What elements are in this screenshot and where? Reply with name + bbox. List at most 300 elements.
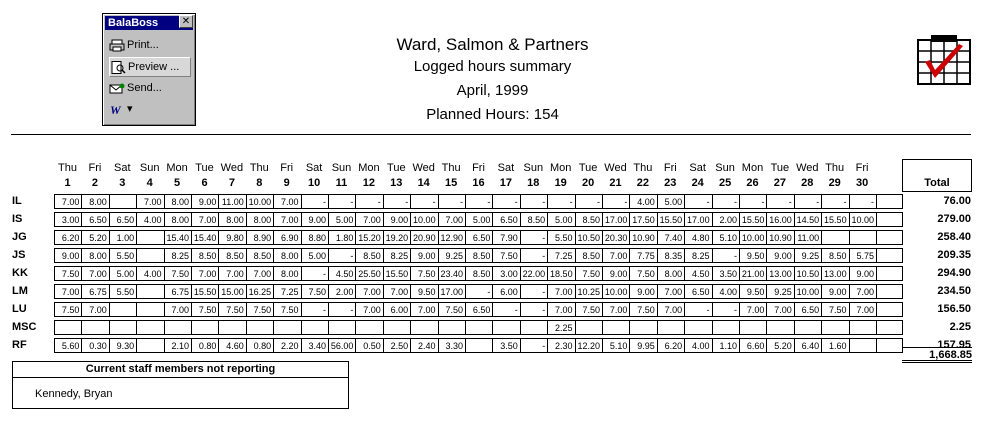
hours-cell: 7.00 bbox=[218, 266, 246, 281]
hours-cell: 7.00 bbox=[766, 302, 794, 317]
day-number-header: 20 bbox=[581, 177, 595, 189]
hours-cell: 9.00 bbox=[54, 248, 82, 263]
hours-cell: 6.75 bbox=[81, 284, 109, 299]
staff-row-label: LU bbox=[12, 303, 27, 315]
hours-cell: 15.50 bbox=[383, 266, 411, 281]
hours-cell: 7.50 bbox=[575, 302, 603, 317]
day-number-header: 23 bbox=[664, 177, 677, 189]
hours-cell: - bbox=[520, 248, 548, 263]
hours-cell: 5.20 bbox=[81, 230, 109, 245]
hours-cell: 7.00 bbox=[164, 302, 192, 317]
hours-cell: 9.25 bbox=[766, 284, 794, 299]
hours-cell bbox=[109, 320, 137, 335]
hours-cell: 6.40 bbox=[794, 338, 822, 353]
hours-cell: 4.80 bbox=[684, 230, 712, 245]
hours-cell: 2.30 bbox=[547, 338, 575, 353]
hours-cell: 7.50 bbox=[410, 266, 438, 281]
hours-cell: 10.90 bbox=[766, 230, 794, 245]
hours-cell: - bbox=[465, 194, 493, 209]
hours-cell: 5.10 bbox=[602, 338, 630, 353]
hours-cell: 5.10 bbox=[712, 230, 740, 245]
hours-cell: 5.00 bbox=[109, 266, 137, 281]
hours-cell: 19.20 bbox=[383, 230, 411, 245]
hours-cell: 7.00 bbox=[54, 194, 82, 209]
hours-cell: - bbox=[520, 230, 548, 245]
report-subtitle: Logged hours summary bbox=[413, 58, 572, 75]
day-number-header: 6 bbox=[201, 177, 208, 189]
hours-cell bbox=[355, 320, 383, 335]
hours-cell: 3.30 bbox=[438, 338, 466, 353]
day-name-header: Mon bbox=[166, 162, 188, 174]
hours-cell bbox=[465, 320, 493, 335]
hours-cell: 8.00 bbox=[164, 212, 192, 227]
preview-button[interactable] bbox=[109, 57, 191, 77]
hours-cell: - bbox=[328, 194, 356, 209]
day-number-header: 11 bbox=[335, 177, 348, 189]
hours-cell: 9.00 bbox=[383, 212, 411, 227]
hours-cell bbox=[136, 248, 164, 263]
svg-text:W: W bbox=[110, 102, 121, 116]
hours-cell: 10.00 bbox=[410, 212, 438, 227]
hours-cell bbox=[602, 320, 630, 335]
hours-cell: 7.50 bbox=[273, 302, 301, 317]
hours-cell: 8.35 bbox=[657, 248, 685, 263]
day-name-header: Mon bbox=[358, 162, 380, 174]
day-name-header: Tue bbox=[195, 162, 214, 174]
hours-cell: - bbox=[301, 194, 329, 209]
hours-cell: 15.50 bbox=[191, 284, 219, 299]
hours-cell: - bbox=[520, 284, 548, 299]
hours-cell: 17.50 bbox=[629, 212, 657, 227]
hours-cell bbox=[136, 320, 164, 335]
hours-cell: 15.50 bbox=[739, 212, 767, 227]
hours-cell: 2.25 bbox=[547, 320, 575, 335]
day-name-header: Thu bbox=[633, 162, 653, 174]
hours-cell: 10.00 bbox=[246, 194, 274, 209]
hours-cell: 8.00 bbox=[657, 266, 685, 281]
hours-cell: 7.50 bbox=[218, 302, 246, 317]
hours-cell: 2.10 bbox=[164, 338, 192, 353]
hours-cell: 17.00 bbox=[438, 284, 466, 299]
hours-cell: 1.80 bbox=[328, 230, 356, 245]
hours-cell: - bbox=[465, 284, 493, 299]
word-dropdown-label: ▾ bbox=[127, 103, 133, 116]
balaboss-toolbar[interactable] bbox=[102, 13, 196, 126]
hours-cell: 7.00 bbox=[657, 284, 685, 299]
hours-cell: - bbox=[821, 194, 849, 209]
hours-cell: 9.00 bbox=[410, 248, 438, 263]
close-icon[interactable]: ✕ bbox=[179, 15, 193, 28]
hours-cell: 6.50 bbox=[684, 284, 712, 299]
hours-cell: 0.50 bbox=[355, 338, 383, 353]
day-number-header: 19 bbox=[554, 177, 567, 189]
hours-cell: 5.00 bbox=[657, 194, 685, 209]
day-name-header: Wed bbox=[796, 162, 819, 174]
hours-cell: 15.50 bbox=[657, 212, 685, 227]
hours-cell: 23.40 bbox=[438, 266, 466, 281]
hours-cell: 17.00 bbox=[602, 212, 630, 227]
hours-cell: 6.50 bbox=[492, 212, 520, 227]
hours-cell: 7.00 bbox=[191, 266, 219, 281]
word-icon bbox=[109, 103, 125, 116]
hours-cell bbox=[383, 320, 411, 335]
day-number-header: 30 bbox=[855, 177, 869, 189]
hours-cell bbox=[136, 230, 164, 245]
planned-hours: Planned Hours: 154 bbox=[426, 106, 559, 123]
hours-cell bbox=[766, 320, 794, 335]
hours-cell: 12.20 bbox=[575, 338, 603, 353]
hours-cell: 3.50 bbox=[712, 266, 740, 281]
hours-cell: 8.00 bbox=[164, 194, 192, 209]
hours-cell: 7.50 bbox=[575, 266, 603, 281]
hours-cell: - bbox=[520, 338, 548, 353]
row-total: 258.40 bbox=[937, 231, 971, 243]
hours-cell: 6.50 bbox=[794, 302, 822, 317]
hours-cell: 4.60 bbox=[218, 338, 246, 353]
hours-cell: 11.00 bbox=[794, 230, 822, 245]
not-reporting-heading: Current staff members not reporting bbox=[13, 362, 348, 378]
hours-cell: 8.00 bbox=[218, 212, 246, 227]
day-number-header: 18 bbox=[527, 177, 540, 189]
day-number-header: 17 bbox=[499, 177, 513, 189]
hours-cell: 7.00 bbox=[602, 248, 630, 263]
hours-cell: 0.30 bbox=[81, 338, 109, 353]
hours-cell bbox=[876, 338, 903, 353]
day-number-header: 8 bbox=[256, 177, 263, 189]
row-total: 2.25 bbox=[949, 321, 971, 333]
day-name-header: Thu bbox=[249, 162, 269, 174]
hours-cell: 10.25 bbox=[575, 284, 603, 299]
day-name-header: Thu bbox=[441, 162, 461, 174]
print-button[interactable] bbox=[109, 36, 191, 54]
day-name-header: Thu bbox=[825, 162, 845, 174]
staff-row-label: RF bbox=[12, 339, 27, 351]
hours-cell: - bbox=[492, 194, 520, 209]
hours-cell: 4.50 bbox=[328, 266, 356, 281]
hours-cell bbox=[164, 320, 192, 335]
hours-cell: - bbox=[355, 194, 383, 209]
day-number-header: 3 bbox=[119, 177, 126, 189]
row-total: 234.50 bbox=[937, 285, 971, 297]
day-name-header: Wed bbox=[604, 162, 627, 174]
hours-cell: - bbox=[684, 302, 712, 317]
hours-cell: 7.50 bbox=[492, 248, 520, 263]
row-total: 294.90 bbox=[937, 267, 971, 279]
hours-cell bbox=[136, 302, 164, 317]
hours-cell bbox=[136, 284, 164, 299]
hours-cell bbox=[876, 284, 903, 299]
hours-cell: 7.00 bbox=[849, 302, 877, 317]
hours-cell: 3.40 bbox=[301, 338, 329, 353]
hours-cell: 7.00 bbox=[355, 302, 383, 317]
hours-cell: 1.60 bbox=[821, 338, 849, 353]
hours-cell bbox=[876, 320, 903, 335]
hours-cell: - bbox=[849, 194, 877, 209]
day-name-header: Sun bbox=[139, 162, 160, 174]
hours-cell: - bbox=[520, 302, 548, 317]
hours-cell bbox=[328, 320, 356, 335]
hours-cell: 18.50 bbox=[547, 266, 575, 281]
hours-cell: 8.50 bbox=[465, 266, 493, 281]
day-name-header: Mon bbox=[741, 162, 764, 174]
hours-cell: 8.00 bbox=[81, 194, 109, 209]
day-name-header: Sat bbox=[114, 162, 131, 174]
row-total: 76.00 bbox=[943, 195, 971, 207]
total-label: Total bbox=[924, 177, 950, 189]
hours-cell: 14.50 bbox=[794, 212, 822, 227]
hours-cell: 8.50 bbox=[821, 248, 849, 263]
hours-cell: 10.50 bbox=[794, 266, 822, 281]
hours-cell: 7.00 bbox=[355, 212, 383, 227]
hours-cell: 25.50 bbox=[355, 266, 383, 281]
hours-cell: 5.00 bbox=[547, 212, 575, 227]
hours-cell: 11.00 bbox=[218, 194, 246, 209]
hours-cell: 3.00 bbox=[492, 266, 520, 281]
staff-row-label: JS bbox=[12, 249, 26, 261]
hours-cell: - bbox=[520, 194, 548, 209]
day-number-header: 21 bbox=[609, 177, 622, 189]
hours-cell: 8.50 bbox=[218, 248, 246, 263]
hours-cell: 4.00 bbox=[136, 212, 164, 227]
word-export-button[interactable] bbox=[109, 100, 191, 118]
hours-cell: 9.00 bbox=[849, 266, 877, 281]
hours-cell bbox=[794, 320, 822, 335]
header-divider bbox=[11, 134, 971, 135]
hours-cell: 5.50 bbox=[547, 230, 575, 245]
hours-cell: 8.50 bbox=[465, 248, 493, 263]
hours-cell: - bbox=[575, 194, 603, 209]
hours-cell: - bbox=[383, 194, 411, 209]
hours-cell bbox=[876, 266, 903, 281]
hours-cell: 16.25 bbox=[246, 284, 274, 299]
toolbar-title: BalaBoss bbox=[108, 17, 159, 29]
day-number-header: 27 bbox=[773, 177, 787, 189]
hours-cell: 15.20 bbox=[355, 230, 383, 245]
day-name-header: Sun bbox=[523, 162, 544, 174]
hours-cell: 9.25 bbox=[438, 248, 466, 263]
hours-cell: 7.50 bbox=[629, 302, 657, 317]
hours-cell: - bbox=[547, 194, 575, 209]
day-number-header: 12 bbox=[362, 177, 376, 189]
hours-cell: 16.00 bbox=[766, 212, 794, 227]
hours-cell: 8.80 bbox=[301, 230, 329, 245]
hours-cell: 2.20 bbox=[273, 338, 301, 353]
hours-cell: 5.20 bbox=[766, 338, 794, 353]
hours-cell bbox=[492, 320, 520, 335]
hours-cell: - bbox=[301, 302, 329, 317]
hours-cell bbox=[821, 230, 849, 245]
hours-cell: 9.00 bbox=[821, 284, 849, 299]
day-number-header: 29 bbox=[828, 177, 841, 189]
hours-cell: 5.50 bbox=[109, 284, 137, 299]
hours-cell: 7.00 bbox=[191, 212, 219, 227]
hours-cell bbox=[109, 302, 137, 317]
hours-cell: 15.40 bbox=[164, 230, 192, 245]
hours-cell bbox=[218, 320, 246, 335]
hours-cell: 6.50 bbox=[465, 302, 493, 317]
day-name-header: Sat bbox=[689, 162, 706, 174]
send-button[interactable] bbox=[109, 79, 191, 97]
hours-cell: 9.25 bbox=[794, 248, 822, 263]
hours-cell: 7.00 bbox=[273, 212, 301, 227]
hours-cell: 4.00 bbox=[629, 194, 657, 209]
day-name-header: Tue bbox=[387, 162, 406, 174]
row-total: 157.95 bbox=[937, 339, 971, 351]
hours-cell: 7.75 bbox=[629, 248, 657, 263]
hours-cell: 8.25 bbox=[684, 248, 712, 263]
hours-cell: 9.50 bbox=[410, 284, 438, 299]
hours-cell: 6.00 bbox=[492, 284, 520, 299]
hours-cell: 2.50 bbox=[383, 338, 411, 353]
hours-cell: 9.50 bbox=[739, 284, 767, 299]
hours-cell: 2.00 bbox=[328, 284, 356, 299]
hours-cell bbox=[712, 320, 740, 335]
hours-cell: 7.00 bbox=[383, 284, 411, 299]
hours-cell: 8.00 bbox=[273, 248, 301, 263]
hours-cell: 7.00 bbox=[246, 266, 274, 281]
hours-cell: 8.00 bbox=[81, 248, 109, 263]
hours-cell: 5.00 bbox=[465, 212, 493, 227]
hours-cell: - bbox=[684, 194, 712, 209]
hours-cell bbox=[876, 302, 903, 317]
grand-total: 1,668.85 bbox=[902, 347, 972, 363]
checklist-logo-icon bbox=[917, 34, 971, 86]
hours-cell bbox=[876, 230, 903, 245]
hours-cell bbox=[876, 194, 903, 209]
hours-cell: 10.00 bbox=[739, 230, 767, 245]
hours-cell: 8.50 bbox=[246, 248, 274, 263]
day-name-header: Fri bbox=[663, 162, 677, 174]
day-number-header: 13 bbox=[390, 177, 403, 189]
hours-cell: 5.00 bbox=[328, 212, 356, 227]
hours-cell: 5.50 bbox=[109, 248, 137, 263]
day-number-header: 24 bbox=[691, 177, 704, 189]
hours-cell: 7.00 bbox=[547, 302, 575, 317]
hours-cell: 7.50 bbox=[438, 302, 466, 317]
day-name-header: Mon bbox=[549, 162, 572, 174]
hours-cell bbox=[575, 320, 603, 335]
day-number-header: 5 bbox=[174, 177, 181, 189]
hours-cell: 7.00 bbox=[136, 194, 164, 209]
hours-cell: 7.00 bbox=[81, 302, 109, 317]
hours-cell: - bbox=[602, 194, 630, 209]
hours-cell: 9.00 bbox=[602, 266, 630, 281]
hours-cell: 7.40 bbox=[657, 230, 685, 245]
hours-cell: 7.50 bbox=[54, 302, 82, 317]
report-period: April, 1999 bbox=[456, 82, 529, 99]
day-name-header: Sat bbox=[497, 162, 515, 174]
hours-cell: - bbox=[410, 194, 438, 209]
day-name-header: Wed bbox=[412, 162, 435, 174]
hours-cell: 8.25 bbox=[164, 248, 192, 263]
staff-row-label: JG bbox=[12, 231, 27, 243]
hours-cell: - bbox=[766, 194, 794, 209]
hours-cell: 6.20 bbox=[657, 338, 685, 353]
hours-cell: 9.00 bbox=[301, 212, 329, 227]
hours-cell: 3.00 bbox=[54, 212, 82, 227]
hours-cell: 8.00 bbox=[246, 212, 274, 227]
day-number-header: 15 bbox=[444, 177, 458, 189]
hours-cell bbox=[301, 320, 329, 335]
hours-cell: 7.00 bbox=[81, 266, 109, 281]
day-number-header: 10 bbox=[307, 177, 321, 189]
print-label: Print... bbox=[127, 39, 159, 52]
day-number-header: 4 bbox=[146, 177, 153, 189]
hours-cell bbox=[54, 320, 82, 335]
send-icon bbox=[109, 82, 125, 95]
hours-cell: 4.00 bbox=[684, 338, 712, 353]
hours-cell: 17.00 bbox=[684, 212, 712, 227]
hours-cell: 21.00 bbox=[739, 266, 767, 281]
not-reporting-name: Kennedy, Bryan bbox=[35, 388, 113, 400]
hours-cell: 6.20 bbox=[54, 230, 82, 245]
hours-cell: 10.90 bbox=[629, 230, 657, 245]
day-number-header: 9 bbox=[283, 177, 290, 189]
hours-cell bbox=[465, 338, 493, 353]
hours-cell: 6.50 bbox=[109, 212, 137, 227]
hours-cell: 7.00 bbox=[849, 284, 877, 299]
day-name-header: Sun bbox=[715, 162, 735, 174]
hours-cell: 4.50 bbox=[684, 266, 712, 281]
hours-cell: 7.50 bbox=[629, 266, 657, 281]
hours-cell: 9.50 bbox=[739, 248, 767, 263]
hours-cell: 13.00 bbox=[766, 266, 794, 281]
hours-cell: 8.50 bbox=[575, 248, 603, 263]
hours-cell bbox=[410, 320, 438, 335]
hours-cell: 6.60 bbox=[739, 338, 767, 353]
send-label: Send... bbox=[127, 82, 162, 95]
day-number-header: 1 bbox=[64, 177, 71, 189]
staff-row-label: LM bbox=[12, 285, 28, 297]
day-name-header: Tue bbox=[578, 162, 598, 174]
hours-cell: 8.50 bbox=[355, 248, 383, 263]
hours-cell bbox=[821, 320, 849, 335]
hours-cell bbox=[684, 320, 712, 335]
hours-cell: 8.50 bbox=[191, 248, 219, 263]
printer-icon bbox=[109, 39, 125, 52]
day-number-header: 14 bbox=[417, 177, 430, 189]
hours-cell: 4.00 bbox=[712, 284, 740, 299]
day-name-header: Tue bbox=[770, 162, 790, 174]
hours-cell bbox=[629, 320, 657, 335]
hours-cell: 6.90 bbox=[273, 230, 301, 245]
hours-cell bbox=[273, 320, 301, 335]
row-total: 279.00 bbox=[937, 213, 971, 225]
hours-cell: 7.50 bbox=[246, 302, 274, 317]
hours-cell bbox=[81, 320, 109, 335]
hours-cell: - bbox=[739, 194, 767, 209]
hours-cell: 7.50 bbox=[54, 266, 82, 281]
hours-cell: - bbox=[712, 194, 740, 209]
hours-cell: 56.00 bbox=[328, 338, 356, 353]
hours-cell: 6.00 bbox=[383, 302, 411, 317]
hours-cell bbox=[849, 320, 877, 335]
hours-cell: 9.00 bbox=[629, 284, 657, 299]
staff-row-label: IS bbox=[12, 213, 23, 225]
hours-cell: 7.50 bbox=[821, 302, 849, 317]
hours-cell: 1.10 bbox=[712, 338, 740, 353]
hours-cell: 7.00 bbox=[739, 302, 767, 317]
hours-cell: 7.50 bbox=[301, 284, 329, 299]
day-number-header: 28 bbox=[801, 177, 814, 189]
hours-cell bbox=[109, 194, 137, 209]
hours-cell: 8.90 bbox=[246, 230, 274, 245]
staff-row-label: KK bbox=[12, 267, 28, 279]
hours-cell bbox=[739, 320, 767, 335]
hours-cell: 22.00 bbox=[520, 266, 548, 281]
hours-cell: - bbox=[438, 194, 466, 209]
hours-cell: 20.90 bbox=[410, 230, 438, 245]
